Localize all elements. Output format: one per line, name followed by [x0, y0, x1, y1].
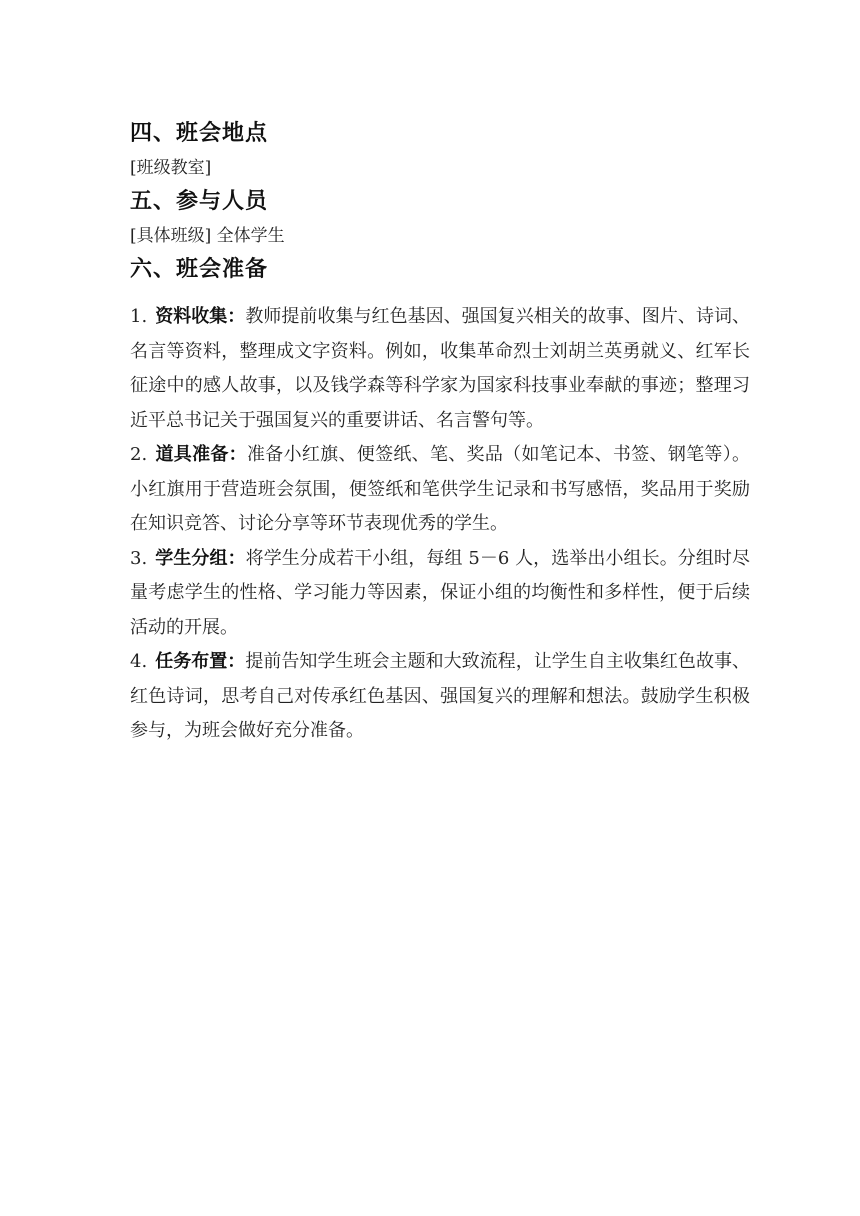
section-heading-participants: 五、参与人员 [130, 189, 269, 214]
item-label: 道具准备： [155, 444, 247, 465]
item-number: 1. [130, 306, 148, 327]
item-text: 教师提前收集与红色基因、强国复兴相关的故事、图片、诗词、名言等资料，整理成文字资料。例如，收集革命烈士刘胡兰英勇就义、红军长征途中的感人故事，以及钱学森等科学家为国家科技事业奉献的事迹；整理习近平总书记关于强国复兴的重要讲话、名言警句等。 [130, 306, 751, 431]
item-label: 学生分组： [155, 547, 246, 569]
section-heading-location: 四、班会地点 [130, 121, 269, 146]
preparation-item-materials [130, 300, 750, 438]
item-text: 提前告知学生班会主题和大致流程，让学生自主收集红色故事、红色诗词，思考自己对传承红色基因、强国复兴的理解和想法。鼓励学生积极参与，为班会做好充分准备。 [130, 651, 751, 741]
item-label: 资料收集： [155, 306, 246, 327]
preparation-item-props [130, 438, 750, 542]
item-text: 准备小红旗、便签纸、笔、奖品（如笔记本、书签、钢笔等）。小红旗用于营造班会氛围，便签纸和笔供学生记录和书写感悟，奖品用于奖励在知识竞答、讨论分享等环节表现优秀的学生。 [130, 444, 751, 534]
location-text: [班级教室] [130, 158, 212, 178]
participants-text: [具体班级] 全体学生 [130, 226, 285, 246]
item-text: 将学生分成若干小组，每组 5－6 人，选举出小组长。分组时尽量考虑学生的性格、学习能力等因素，保证小组的均衡性和多样性，便于后续活动的开展。 [130, 547, 750, 638]
document-content [130, 116, 750, 749]
item-number: 2. [130, 444, 148, 465]
item-number: 4. [130, 651, 148, 672]
preparation-item-grouping [130, 542, 750, 646]
item-label: 任务布置： [155, 651, 246, 672]
preparation-item-tasks [130, 645, 750, 749]
item-number: 3. [130, 547, 148, 569]
preparation-list [130, 300, 750, 749]
section-heading-preparation: 六、班会准备 [130, 257, 269, 282]
